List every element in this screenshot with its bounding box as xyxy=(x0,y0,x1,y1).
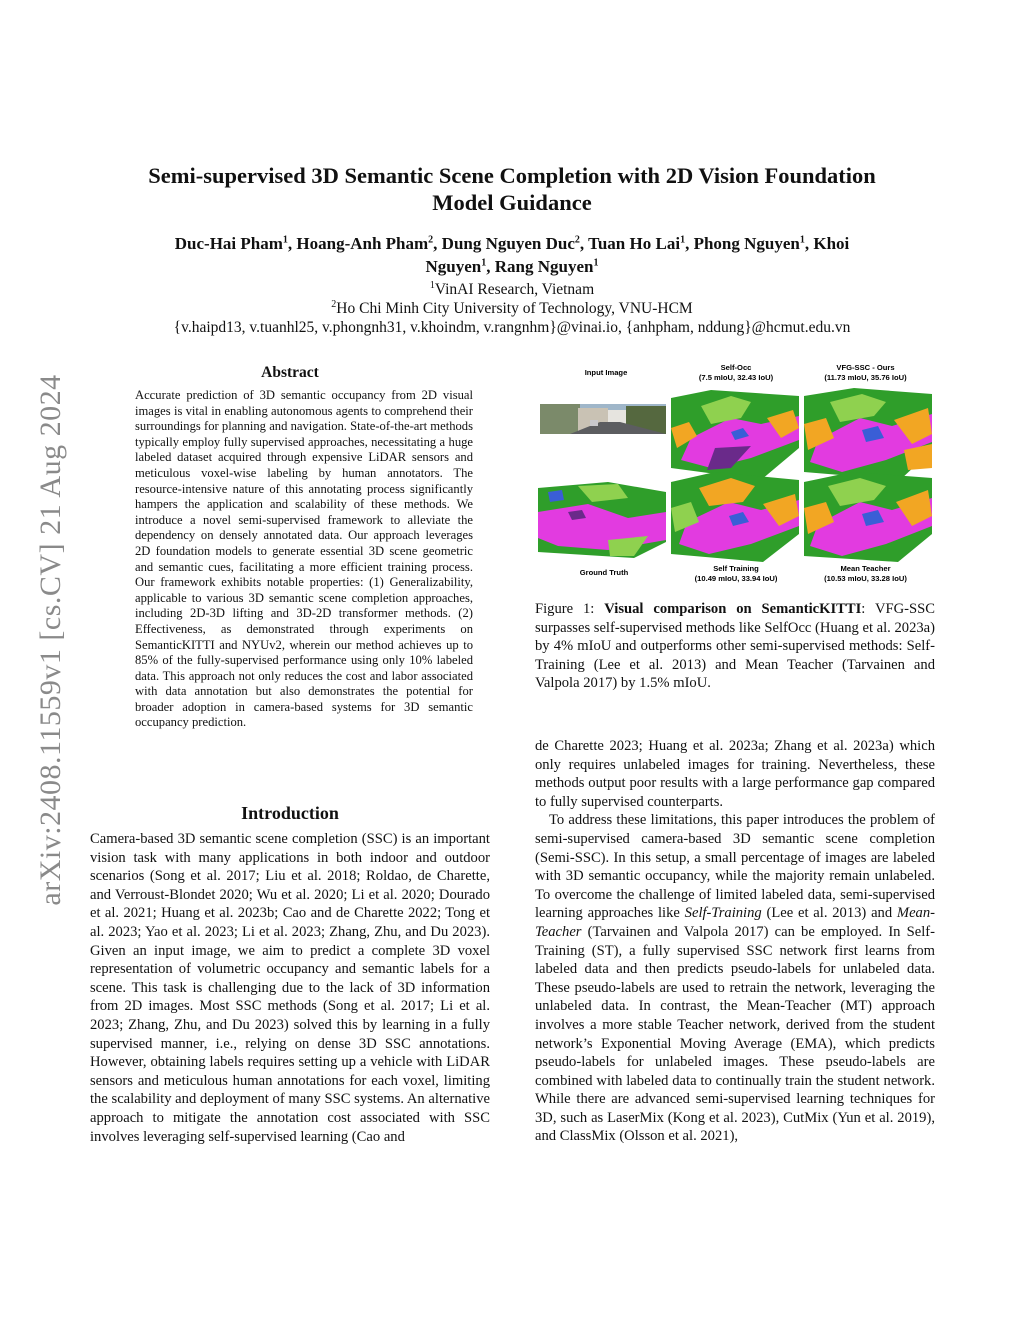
label-mean-teacher-name: Mean Teacher xyxy=(840,564,891,573)
vfg-ssc-prediction xyxy=(804,388,932,480)
author-separator: , xyxy=(685,234,694,253)
author-affil-mark: 1 xyxy=(481,257,487,269)
intro-paragraph-2 xyxy=(535,811,935,1146)
arxiv-identifier: arXiv:2408.11559v1 [cs.CV] 21 Aug 2024 xyxy=(34,374,67,906)
self-occ-prediction xyxy=(671,388,799,480)
author: Dung Nguyen Duc xyxy=(441,234,575,253)
author-affil-mark: 1 xyxy=(680,234,686,246)
author-affil-mark: 1 xyxy=(282,234,288,246)
author: Nguyen xyxy=(425,257,482,276)
para2-text-a: To address these limitations, this paper introduces the problem of semi-supervised camera-based 3D semantic scene completion (Semi-SSC). In this setup, a small percentage of images are labeled with 3D semantic occupancy, while the majority remain unlabeled. To overcome the challenge of limited labeled data, semi-supervised learning approaches like xyxy=(535,812,935,922)
caption-prefix: Figure 1: xyxy=(535,601,605,617)
author: Rang Nguyen xyxy=(494,257,594,276)
mean-teacher-term: Mean-Teacher xyxy=(535,905,936,940)
intro-right-column xyxy=(535,737,935,1146)
author-separator: , xyxy=(486,257,495,276)
label-self-occ-scores: (7.5 mIoU, 32.43 IoU) xyxy=(698,372,774,382)
author-affil-mark: 2 xyxy=(574,234,580,246)
intro-left-column xyxy=(90,830,490,1146)
author: Hoang-Anh Pham xyxy=(296,234,429,253)
affiliation-text: Ho Chi Minh City University of Technology, VNU-HCM xyxy=(336,300,693,317)
self-training-term: Self-Training xyxy=(684,905,762,922)
label-self-occ xyxy=(681,363,791,382)
author-affil-mark: 1 xyxy=(593,257,599,269)
label-input-image: Input Image xyxy=(584,368,628,377)
label-ground-truth: Ground Truth xyxy=(579,568,629,577)
affiliation-1 xyxy=(80,280,944,300)
abstract-heading: Abstract xyxy=(261,364,319,381)
affil-mark: 1 xyxy=(429,279,435,291)
affil-mark: 2 xyxy=(331,298,337,310)
label-self-training-name: Self Training xyxy=(713,564,759,573)
author-separator: , xyxy=(579,234,589,253)
caption-text: : VFG-SSC surpasses self-supervised methods like SelfOcc (Huang et al. 2023a) by 4% mIoU and outperforms other semi-supervised methods: Self-Training (Lee et al. 2013) and Mean Teacher (Tarvainen and Valpola 2017) by 1.5% mIoU. xyxy=(535,601,936,692)
author-affil-mark: 1 xyxy=(799,234,805,246)
author: Phong Nguyen xyxy=(693,234,800,253)
label-vfg-ssc-name: VFG-SSC - Ours xyxy=(836,363,895,372)
label-vfg-ssc xyxy=(808,363,923,382)
figure-1-caption xyxy=(535,600,935,693)
author-separator: , xyxy=(287,234,297,253)
author: Tuan Ho Lai xyxy=(588,234,681,253)
author-list xyxy=(80,232,944,278)
ground-truth-panel xyxy=(538,482,666,558)
para2-text-c: (Tarvainen and Valpola 2017) can be employed. In Self-Training (ST), a fully supervised SSC network first learns from labeled data and then predicts pseudo-labels for unlabeled data. These pseudo-labels are used to retrain the network, leveraging the unlabeled data. In contrast, the Mean-Teacher (MT) approach involves a more stable Teacher network, derived from the student network’s Exponential Moving Average (EMA), which predicts pseudo-labels for unlabeled images. These pseudo-labels are combined with labeled data to continually train the student network. While there are advanced semi-supervised learning techniques for 3D, such as LaserMix (Kong et al. 2023), CutMix (Yun et al. 2019), and ClassMix (Olsson et al. 2021), xyxy=(535,923,935,1145)
para2-text-b: (Lee et al. 2013) and xyxy=(761,905,897,922)
affiliation-text: VinAI Research, Vietnam xyxy=(434,281,595,298)
author: Duc-Hai Pham xyxy=(174,234,283,253)
abstract-body: Accurate prediction of 3D semantic occupancy from 2D visual images is vital in enabling autonomous agents to comprehend their surroundings for planning and navigation. State-of-the-art methods typically employ fully supervised approaches, necessitating a huge labeled dataset acquired through expensive LiDAR sensors and meticulous voxel-wise labeling by human annotators. The resource-intensive nature of this annotating process significantly hampers the application and scalability of these methods. We introduce a novel semi-supervised framework to alleviate the dependency on densely annotated data. Our approach leverages 2D foundation models to generate essential 3D scene geometric and semantic cues, facilitating a more efficient training process. Our framework exhibits notable properties: (1) Generalizability, applicable to various 3D semantic scene completion approaches, including 2D-3D lifting and 3D-2D transformer methods. (2) Effectiveness, as demonstrated through experiments on SemanticKITTI and NYUv2, wherein our method achieves up to 85% of the fully-supervised performance using only 10% labeled data. This approach not only reduces the cost and labor associated with data annotation but also demonstrates the potential for broader adoption in camera-based systems for 3D semantic occupancy prediction. xyxy=(135,388,473,730)
author-separator: , Khoi xyxy=(804,234,850,253)
label-self-training xyxy=(681,564,791,583)
label-vfg-ssc-scores: (11.73 mIoU, 35.76 IoU) xyxy=(824,372,907,382)
label-self-occ-name: Self-Occ xyxy=(720,363,752,372)
caption-bold: Visual comparison on SemanticKITTI xyxy=(604,601,862,617)
label-mean-teacher xyxy=(808,564,923,583)
intro-paragraph-1-continued: de Charette 2023; Huang et al. 2023a; Zhang et al. 2023a) which only requires unlabeled images for training. Nevertheless, these methods output poor results with a large performance gap compared to fully supervised counterparts. xyxy=(535,738,935,810)
label-self-training-scores: (10.49 mIoU, 33.94 IoU) xyxy=(694,573,778,583)
mean-teacher-prediction xyxy=(804,472,932,562)
figure-1 xyxy=(536,360,934,590)
input-camera-image xyxy=(540,404,666,434)
affiliation-2 xyxy=(80,299,944,319)
label-mean-teacher-scores: (10.53 mIoU, 33.28 IoU) xyxy=(824,573,907,583)
paper-title xyxy=(80,162,944,216)
intro-paragraph-1: Camera-based 3D semantic scene completion (SSC) is an important vision task with many applications in both indoor and outdoor scenarios (Song et al. 2017; Liu et al. 2018; Roldao, de Charette, and Verroust-Blondet 2020; Wu et al. 2020; Li et al. 2020; Dourado et al. 2021; Huang et al. 2023b; Cao and de Charette 2022; Tong et al. 2023; Yao et al. 2023; Li et al. 2023; Zhang, Zhu, and Du 2023). Given an input image, we aim to predict a complete 3D voxel representation of volumetric occupancy and semantic labels for a scene. This task is challenging due to the lack of 3D information from 2D images. Most SSC methods (Song et al. 2017; Li et al. 2023; Zhang, Zhu, and Du 2023) solved this by learning in a fully supervised manner, i.e., relying on dense 3D SSC annotations. However, obtaining labels requires setting up a vehicle with LiDAR sensors and meticulous human annotations for each voxel, limiting the scalability and deployment of many SSC systems. An alternative approach to mitigate the annotation cost associated with SSC involves leveraging self-supervised learning (Cao and xyxy=(90,831,490,1145)
title-line-2: Model Guidance xyxy=(432,190,592,215)
title-line-1: Semi-supervised 3D Semantic Scene Completion with 2D Vision Foundation xyxy=(148,163,876,188)
author-affil-mark: 2 xyxy=(428,234,434,246)
introduction-heading: Introduction xyxy=(241,803,339,823)
self-training-prediction xyxy=(671,472,799,562)
author-emails: {v.haipd13, v.tuanhl25, v.phongnh31, v.khoindm, v.rangnhm}@vinai.io, {anhpham, nddung}@hcmut.edu.vn xyxy=(173,319,851,336)
author-separator: , xyxy=(433,234,442,253)
